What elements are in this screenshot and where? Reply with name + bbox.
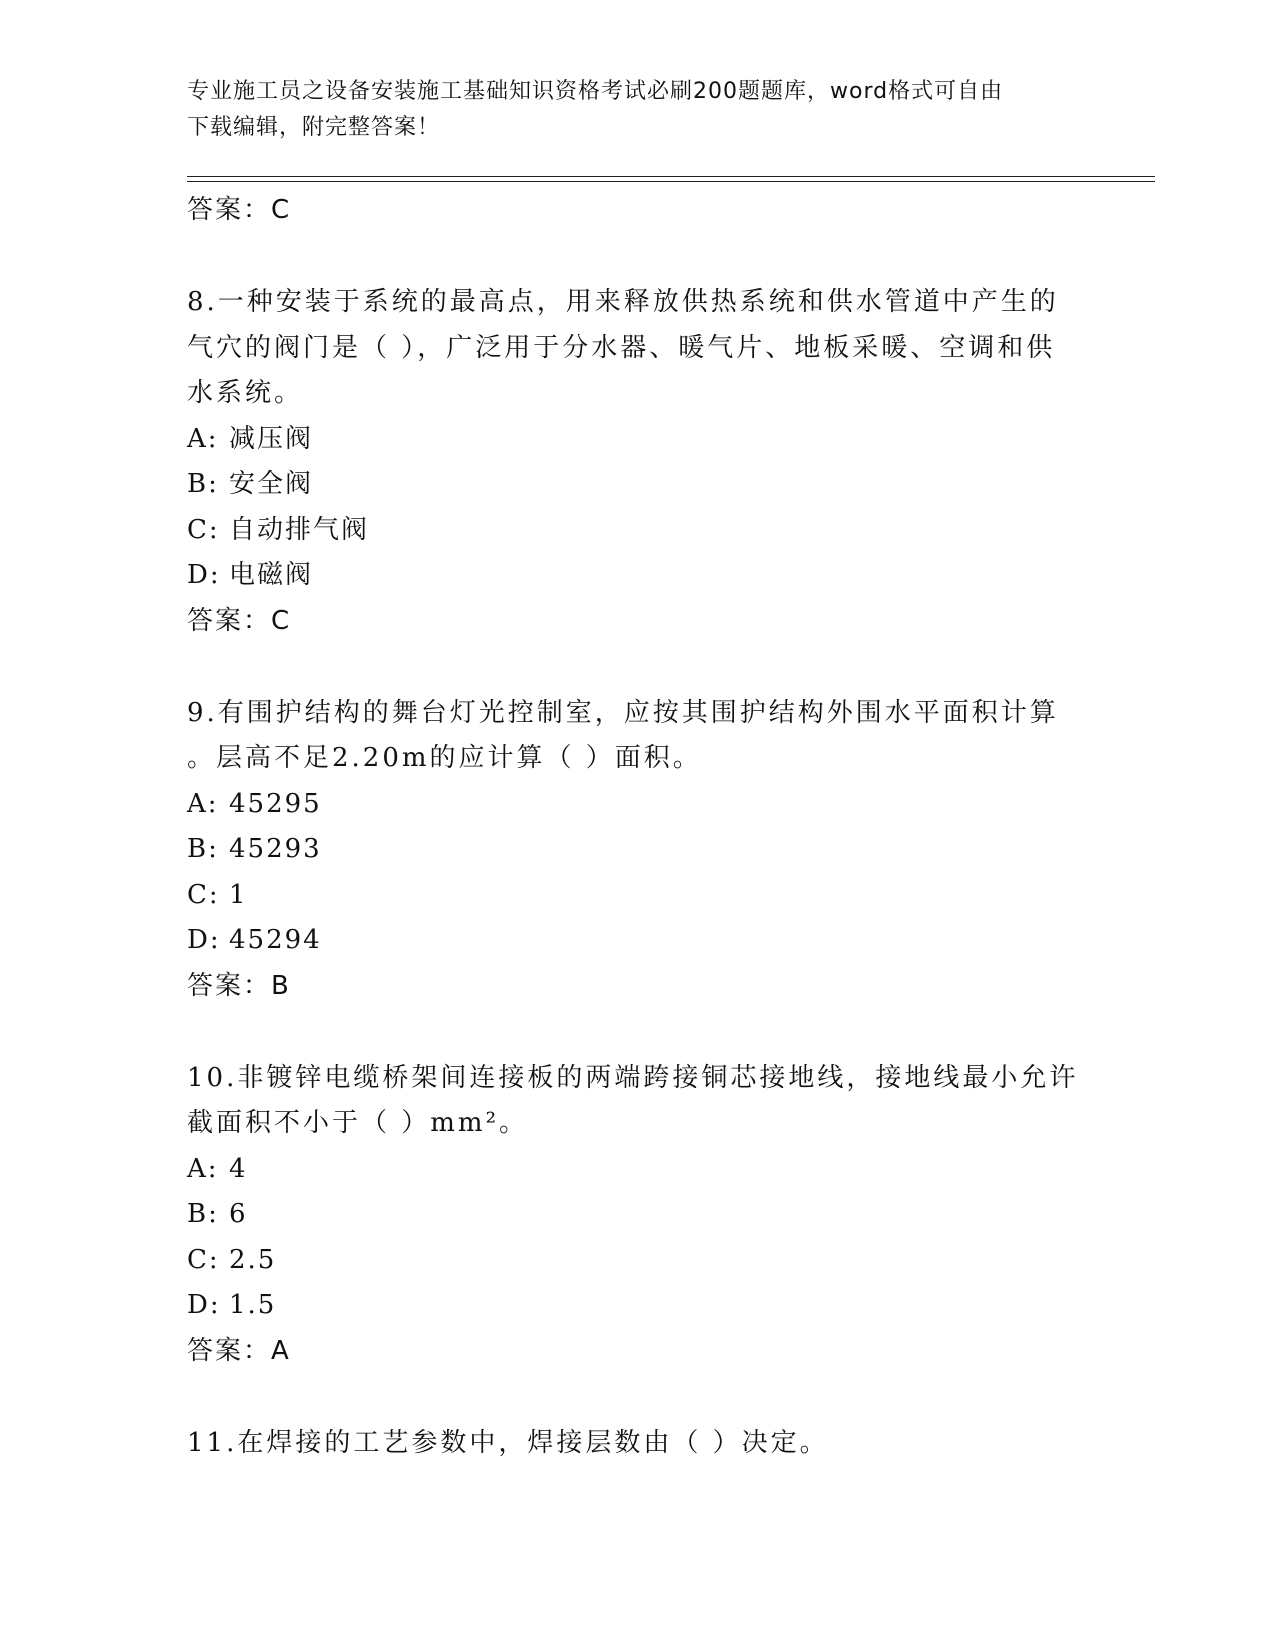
option-key: B:	[187, 469, 219, 499]
answer-line: 答案：C	[187, 605, 292, 636]
spacer	[187, 232, 1087, 280]
option-b	[187, 462, 1087, 508]
header-rule-bottom	[187, 181, 1155, 182]
option-text: 1.5	[229, 1290, 277, 1320]
option-key: C:	[187, 879, 220, 910]
question-block	[187, 1056, 1087, 1373]
question-line: 。层高不足2.20m的应计算（ ）面积。	[187, 743, 702, 773]
header-line-1: 专业施工员之设备安装施工基础知识资格考试必刷200题题库，word格式可自由	[187, 79, 1004, 104]
option-key: A:	[187, 788, 219, 819]
option-text: 1	[229, 879, 248, 910]
option-d	[187, 918, 1087, 964]
option-a	[187, 782, 1087, 828]
spacer	[187, 1008, 1087, 1056]
option-c	[187, 873, 1087, 919]
option-key: C:	[187, 514, 220, 545]
option-key: B:	[187, 1199, 219, 1229]
question-text	[187, 691, 1087, 782]
option-text: 45295	[229, 788, 322, 819]
option-text: 6	[229, 1199, 248, 1229]
question-block	[187, 1421, 1087, 1467]
answer-line: 答案：A	[187, 1335, 291, 1366]
option-key: D:	[187, 1290, 221, 1320]
option-d	[187, 1283, 1087, 1329]
question-text	[187, 1421, 1087, 1467]
option-a	[187, 1147, 1087, 1193]
question-line: 气穴的阀门是（ ），广泛用于分水器、暖气片、地板采暖、空调和供	[187, 332, 1056, 363]
option-text: 2.5	[229, 1244, 277, 1275]
header-line-2: 下载编辑，附完整答案！	[187, 115, 441, 140]
option-text: 4	[229, 1153, 248, 1184]
option-text: 自动排气阀	[229, 514, 370, 545]
question-line: 水系统。	[187, 378, 304, 408]
question-line: 8.一种安装于系统的最高点，用来释放供热系统和供水管道中产生的	[187, 287, 1059, 317]
question-block	[187, 691, 1087, 1008]
option-text: 安全阀	[229, 469, 314, 499]
question-line: 截面积不小于（ ）mm²。	[187, 1108, 528, 1138]
option-key: B:	[187, 834, 219, 864]
option-text: 减压阀	[229, 423, 314, 454]
option-a	[187, 417, 1087, 463]
option-key: A:	[187, 423, 219, 454]
option-text: 45294	[229, 925, 322, 955]
option-key: C:	[187, 1244, 220, 1275]
answer-line: 答案：C	[187, 195, 292, 225]
option-c	[187, 1238, 1087, 1284]
question-line: 10.非镀锌电缆桥架间连接板的两端跨接铜芯接地线，接地线最小允许	[187, 1062, 1079, 1093]
answer-line: 答案：B	[187, 970, 291, 1001]
question-text	[187, 1056, 1087, 1147]
header-rule-top	[187, 176, 1155, 177]
option-c	[187, 508, 1087, 554]
option-key: D:	[187, 925, 221, 955]
question-line: 9.有围护结构的舞台灯光控制室，应按其围护结构外围水平面积计算	[187, 697, 1059, 728]
option-b	[187, 827, 1087, 873]
document-header	[187, 74, 1067, 146]
option-text: 45293	[229, 834, 322, 864]
option-key: A:	[187, 1153, 219, 1184]
question-list	[187, 188, 1087, 1466]
spacer	[187, 643, 1087, 691]
question-text	[187, 280, 1087, 417]
spacer	[187, 1373, 1087, 1421]
option-d	[187, 553, 1087, 599]
option-text: 电磁阀	[229, 560, 314, 590]
option-b	[187, 1192, 1087, 1238]
question-block	[187, 280, 1087, 643]
option-key: D:	[187, 560, 221, 590]
question-line: 11.在焊接的工艺参数中，焊接层数由（ ）决定。	[187, 1427, 829, 1458]
